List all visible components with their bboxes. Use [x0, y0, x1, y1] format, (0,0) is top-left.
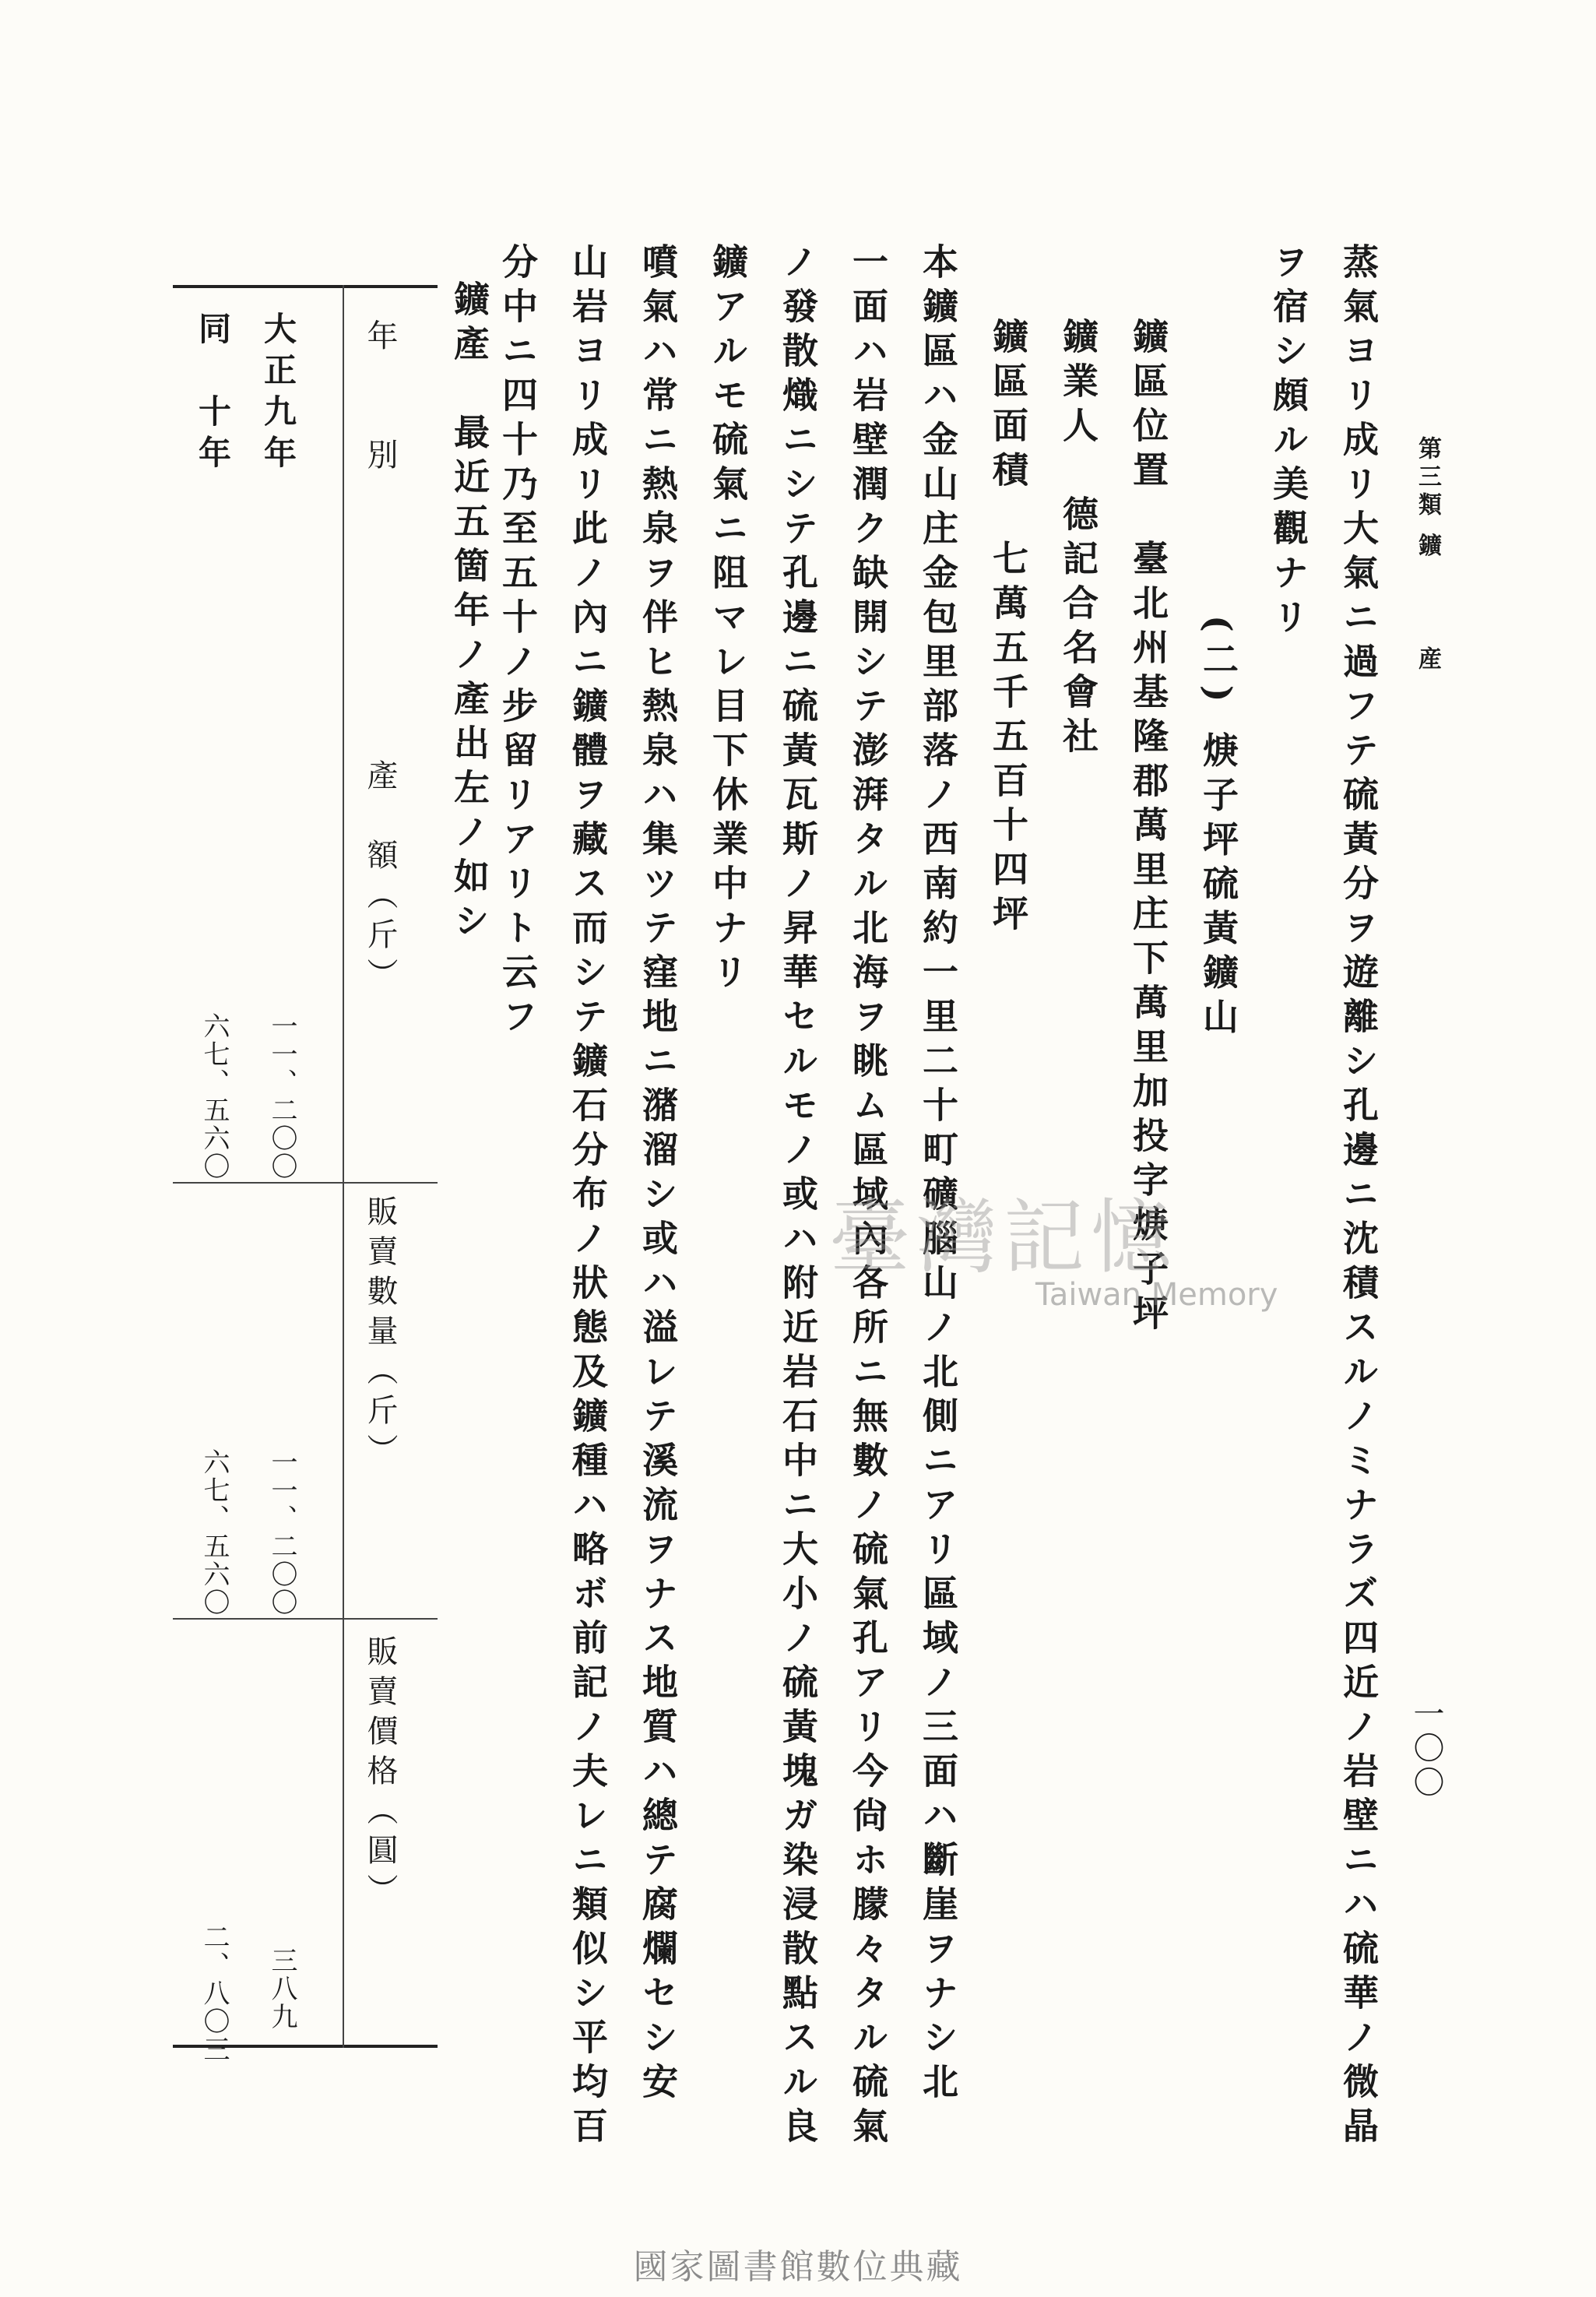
- watermark-logo: 臺灣記憶: [829, 1190, 1179, 1285]
- body-line-11: 噴氣ハ常ニ熱泉ヲ伴ヒ熱泉ハ集ツテ窪地ニ潴溜シ或ハ溢レテ溪流ヲナス地質ハ總テ腐爛セシ安: [637, 243, 679, 2107]
- table-cell-production: 一一、二〇〇: [266, 1012, 297, 1180]
- table-header-sales-qty: 販賣數量（斤）: [362, 1195, 398, 1473]
- body-line-10: 鑛アルモ硫氣ニ阻マレ目下休業中ナリ: [707, 243, 749, 997]
- body-line-9: ノ發散熾ニシテ孔邊ニ硫黃瓦斯ノ昇華セルモノ或ハ附近岩石中ニ大小ノ硫黃塊ガ染浸散點スル良: [777, 243, 819, 2151]
- table-row-divider: [173, 1182, 438, 1184]
- body-line-13: 分中ニ四十乃至五十ノ步留リアリト云フ: [497, 243, 539, 1042]
- table-header-sales-price: 販賣價格（圓）: [362, 1635, 398, 1913]
- body-line-1: 蒸氣ヨリ成リ大氣ニ過フテ硫黃分ヲ遊離シ孔邊ニ沈積スルノミナラズ四近ノ岩壁ニハ硫華ノ微晶: [1338, 243, 1380, 2151]
- page-number: 一〇〇: [1408, 1697, 1444, 1800]
- body-line-5: 鑛業人 德記合名會社: [1057, 318, 1099, 762]
- chapter-header: [1415, 436, 1439, 561]
- chapter-label: 第三類 鑛: [1414, 436, 1441, 561]
- table-cell-sales-price: 三八九: [266, 1947, 297, 2031]
- table-cell-production: 六七、五六〇: [199, 1012, 230, 1180]
- body-line-6: 鑛區面積 七萬五千五百十四坪: [987, 318, 1029, 939]
- table-col-divider: [343, 285, 344, 2048]
- body-line-12: 山岩ヨリ成リ此ノ內ニ鑛體ヲ藏ス而シテ鑛石分布ノ狀態及鑛種ハ略ボ前記ノ夫レニ類似シ平均百: [567, 243, 609, 2151]
- table-cell-year: 同 十年: [194, 311, 232, 477]
- table-cell-sales-qty: 六七、五六〇: [199, 1448, 230, 1616]
- section-header: [1415, 646, 1439, 674]
- table-row-divider: [173, 1618, 438, 1620]
- subsection-title: (二) 焿子坪硫黃鑛山: [1197, 615, 1239, 1043]
- section-label: 産: [1414, 646, 1441, 674]
- body-line-4: 鑛區位置 臺北州基隆郡萬里庄下萬里加投字焿子坪: [1127, 318, 1169, 1338]
- table-cell-sales-price: 二、八〇三: [199, 1923, 230, 2063]
- table-cell-year: 大正九年: [259, 311, 297, 477]
- watermark-text: Taiwan Memory: [1035, 1277, 1278, 1313]
- body-line-8: 一面ハ岩壁潤ク缺開シテ澎湃タル北海ヲ眺ム區域內各所ニ無數ノ硫氣孔アリ今尙ホ朦々タル硫氣: [847, 243, 889, 2151]
- table-header-production: 產 額（斤）: [362, 759, 398, 997]
- table-header-year: 年 別: [362, 319, 398, 478]
- table-cell-sales-qty: 一一、二〇〇: [266, 1448, 297, 1616]
- body-line-7: 本鑛區ハ金山庄金包里部落ノ西南約一里二十町礦腦山ノ北側ニアリ區域ノ三面ハ斷崖ヲナシ北: [917, 243, 959, 2107]
- footer-credit: 國家圖書館數位典藏: [633, 2247, 963, 2287]
- body-line-14: 鑛產 最近五箇年ノ產出左ノ如シ: [448, 280, 490, 946]
- body-line-2: ヲ宿シ頗ル美觀ナリ: [1267, 243, 1309, 642]
